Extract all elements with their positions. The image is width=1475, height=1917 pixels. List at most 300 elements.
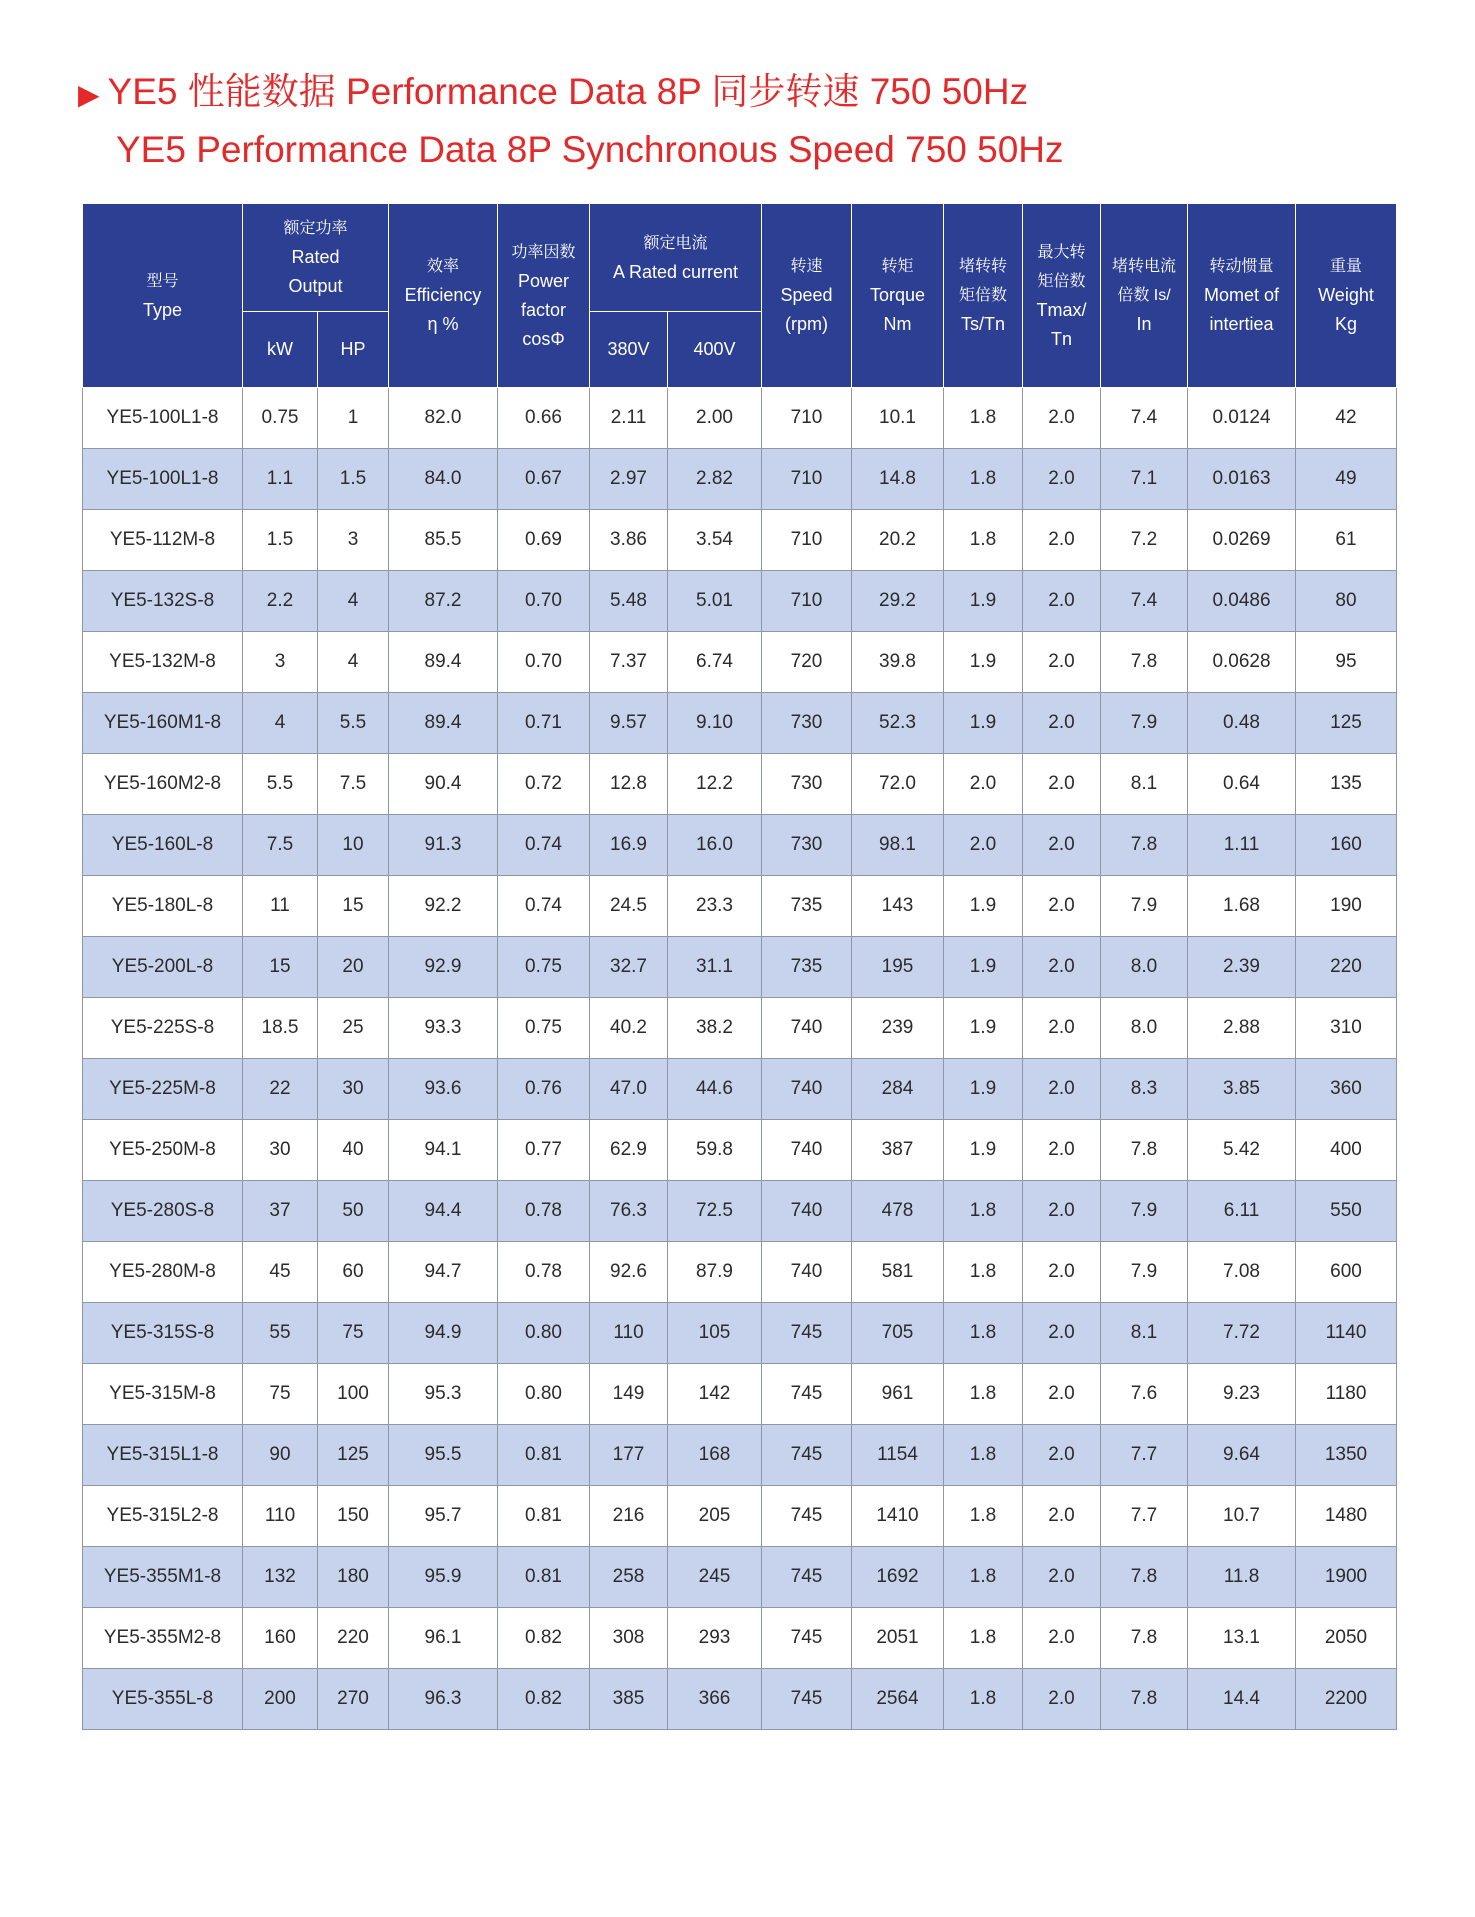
- cell-max-torque: 2.0: [1023, 1364, 1101, 1425]
- cell-inertia: 2.88: [1188, 998, 1296, 1059]
- cell-locked-current: 7.9: [1101, 693, 1188, 754]
- cell-torque: 52.3: [852, 693, 944, 754]
- cell-speed: 745: [762, 1303, 852, 1364]
- header-locked-current-line: 倍数 Is/: [1117, 287, 1171, 304]
- cell-hp: 125: [318, 1425, 389, 1486]
- cell-locked-torque: 1.8: [944, 1547, 1023, 1608]
- header-rated-output-line: Output: [288, 276, 343, 296]
- cell-torque: 1410: [852, 1486, 944, 1547]
- cell-torque: 72.0: [852, 754, 944, 815]
- cell-locked-torque: 1.8: [944, 1608, 1023, 1669]
- cell-torque: 143: [852, 876, 944, 937]
- cell-efficiency: 94.9: [389, 1303, 498, 1364]
- header-max-torque: [1023, 204, 1101, 388]
- cell-locked-torque: 1.9: [944, 693, 1023, 754]
- cell-current-400v: 105: [668, 1303, 762, 1364]
- cell-locked-current: 7.8: [1101, 1608, 1188, 1669]
- cell-max-torque: 2.0: [1023, 1181, 1101, 1242]
- cell-kw: 4: [243, 693, 318, 754]
- header-weight-line: Kg: [1334, 314, 1358, 334]
- cell-max-torque: 2.0: [1023, 937, 1101, 998]
- cell-efficiency: 93.3: [389, 998, 498, 1059]
- cell-locked-current: 7.4: [1101, 571, 1188, 632]
- cell-kw: 7.5: [243, 815, 318, 876]
- header-locked-current: [1101, 204, 1188, 388]
- cell-inertia: 0.64: [1188, 754, 1296, 815]
- cell-hp: 75: [318, 1303, 389, 1364]
- header-power-factor-line: 功率因数: [511, 243, 576, 261]
- cell-power-factor: 0.71: [498, 693, 590, 754]
- cell-inertia: 5.42: [1188, 1120, 1296, 1181]
- cell-current-380v: 92.6: [590, 1242, 668, 1303]
- cell-max-torque: 2.0: [1023, 1059, 1101, 1120]
- cell-torque: 2564: [852, 1669, 944, 1730]
- cell-efficiency: 95.5: [389, 1425, 498, 1486]
- cell-max-torque: 2.0: [1023, 510, 1101, 571]
- cell-current-400v: 3.54: [668, 510, 762, 571]
- cell-current-400v: 245: [668, 1547, 762, 1608]
- header-locked-current-line: In: [1136, 314, 1152, 334]
- cell-efficiency: 96.1: [389, 1608, 498, 1669]
- cell-max-torque: 2.0: [1023, 998, 1101, 1059]
- cell-locked-current: 8.1: [1101, 754, 1188, 815]
- table-row: [83, 1181, 1397, 1242]
- cell-kw: 5.5: [243, 754, 318, 815]
- header-type-line: 型号: [146, 272, 179, 290]
- cell-weight: 80: [1296, 571, 1397, 632]
- cell-hp: 10: [318, 815, 389, 876]
- cell-efficiency: 82.0: [389, 388, 498, 449]
- cell-kw: 1.1: [243, 449, 318, 510]
- cell-max-torque: 2.0: [1023, 876, 1101, 937]
- cell-weight: 1180: [1296, 1364, 1397, 1425]
- cell-weight: 310: [1296, 998, 1397, 1059]
- cell-efficiency: 92.9: [389, 937, 498, 998]
- cell-efficiency: 89.4: [389, 632, 498, 693]
- cell-efficiency: 96.3: [389, 1669, 498, 1730]
- header-inertia: [1188, 204, 1296, 388]
- cell-current-400v: 168: [668, 1425, 762, 1486]
- cell-power-factor: 0.74: [498, 815, 590, 876]
- cell-kw: 3: [243, 632, 318, 693]
- cell-weight: 190: [1296, 876, 1397, 937]
- cell-max-torque: 2.0: [1023, 693, 1101, 754]
- cell-kw: 200: [243, 1669, 318, 1730]
- table-row: [83, 754, 1397, 815]
- cell-max-torque: 2.0: [1023, 754, 1101, 815]
- cell-current-380v: 385: [590, 1669, 668, 1730]
- cell-locked-current: 7.8: [1101, 1547, 1188, 1608]
- cell-inertia: 1.11: [1188, 815, 1296, 876]
- cell-current-380v: 40.2: [590, 998, 668, 1059]
- cell-type: YE5-200L-8: [83, 937, 243, 998]
- cell-speed: 745: [762, 1425, 852, 1486]
- cell-current-380v: 3.86: [590, 510, 668, 571]
- cell-current-400v: 142: [668, 1364, 762, 1425]
- cell-inertia: 14.4: [1188, 1669, 1296, 1730]
- cell-hp: 220: [318, 1608, 389, 1669]
- header-max-torque-line: 矩倍数: [1037, 272, 1086, 290]
- cell-speed: 745: [762, 1364, 852, 1425]
- header-locked-current-line: 堵转电流: [1111, 258, 1176, 275]
- header-efficiency: [389, 204, 498, 388]
- cell-torque: 239: [852, 998, 944, 1059]
- cell-efficiency: 89.4: [389, 693, 498, 754]
- cell-locked-torque: 1.9: [944, 937, 1023, 998]
- table-row: [83, 1059, 1397, 1120]
- cell-weight: 220: [1296, 937, 1397, 998]
- cell-locked-current: 7.4: [1101, 388, 1188, 449]
- cell-speed: 745: [762, 1486, 852, 1547]
- cell-efficiency: 94.1: [389, 1120, 498, 1181]
- cell-torque: 961: [852, 1364, 944, 1425]
- cell-kw: 110: [243, 1486, 318, 1547]
- table-row: [83, 1425, 1397, 1486]
- cell-locked-torque: 1.9: [944, 876, 1023, 937]
- cell-current-380v: 110: [590, 1303, 668, 1364]
- cell-efficiency: 90.4: [389, 754, 498, 815]
- cell-kw: 15: [243, 937, 318, 998]
- cell-weight: 2200: [1296, 1669, 1397, 1730]
- cell-current-400v: 38.2: [668, 998, 762, 1059]
- cell-speed: 740: [762, 1120, 852, 1181]
- cell-type: YE5-225M-8: [83, 1059, 243, 1120]
- cell-speed: 730: [762, 693, 852, 754]
- cell-weight: 49: [1296, 449, 1397, 510]
- header-rated-current-line: 额定电流: [643, 234, 708, 252]
- cell-kw: 160: [243, 1608, 318, 1669]
- title-line-1-text: YE5 性能数据 Performance Data 8P 同步转速 750 50Hz: [107, 71, 1029, 112]
- cell-current-400v: 205: [668, 1486, 762, 1547]
- cell-hp: 1: [318, 388, 389, 449]
- cell-locked-torque: 2.0: [944, 815, 1023, 876]
- cell-hp: 5.5: [318, 693, 389, 754]
- cell-type: YE5-280S-8: [83, 1181, 243, 1242]
- cell-current-380v: 308: [590, 1608, 668, 1669]
- cell-power-factor: 0.74: [498, 876, 590, 937]
- cell-hp: 25: [318, 998, 389, 1059]
- cell-inertia: 0.0163: [1188, 449, 1296, 510]
- cell-power-factor: 0.81: [498, 1425, 590, 1486]
- cell-weight: 61: [1296, 510, 1397, 571]
- cell-current-400v: 6.74: [668, 632, 762, 693]
- cell-power-factor: 0.70: [498, 632, 590, 693]
- header-weight-line: Weight: [1318, 285, 1374, 305]
- header-rated-current-line: A Rated current: [612, 261, 739, 282]
- cell-max-torque: 2.0: [1023, 1120, 1101, 1181]
- header-400v: 400V: [668, 312, 762, 388]
- header-max-torque-line: 最大转: [1037, 243, 1086, 261]
- header-hp: HP: [318, 312, 389, 388]
- cell-hp: 50: [318, 1181, 389, 1242]
- table-row: [83, 1608, 1397, 1669]
- cell-weight: 1900: [1296, 1547, 1397, 1608]
- header-inertia-line: Momet of: [1203, 285, 1280, 305]
- table-row: [83, 1547, 1397, 1608]
- cell-speed: 745: [762, 1547, 852, 1608]
- table-row: [83, 449, 1397, 510]
- table-body: [83, 388, 1397, 1730]
- table-row: [83, 1669, 1397, 1730]
- cell-hp: 180: [318, 1547, 389, 1608]
- cell-kw: 45: [243, 1242, 318, 1303]
- cell-hp: 4: [318, 571, 389, 632]
- cell-max-torque: 2.0: [1023, 449, 1101, 510]
- cell-locked-current: 7.9: [1101, 1181, 1188, 1242]
- header-torque-line: Nm: [883, 314, 912, 334]
- title-line-2: YE5 Performance Data 8P Synchronous Speed 750 50Hz: [116, 129, 1064, 170]
- cell-max-torque: 2.0: [1023, 1242, 1101, 1303]
- cell-locked-current: 7.9: [1101, 876, 1188, 937]
- cell-max-torque: 2.0: [1023, 1425, 1101, 1486]
- cell-locked-torque: 1.8: [944, 510, 1023, 571]
- cell-torque: 478: [852, 1181, 944, 1242]
- header-power-factor-line: factor: [520, 299, 567, 320]
- cell-current-380v: 2.11: [590, 388, 668, 449]
- cell-current-400v: 12.2: [668, 754, 762, 815]
- cell-kw: 22: [243, 1059, 318, 1120]
- cell-power-factor: 0.81: [498, 1486, 590, 1547]
- cell-hp: 1.5: [318, 449, 389, 510]
- header-weight-line: 重量: [1329, 258, 1362, 275]
- cell-hp: 20: [318, 937, 389, 998]
- cell-kw: 132: [243, 1547, 318, 1608]
- cell-speed: 710: [762, 510, 852, 571]
- cell-inertia: 10.7: [1188, 1486, 1296, 1547]
- cell-current-380v: 76.3: [590, 1181, 668, 1242]
- cell-power-factor: 0.82: [498, 1669, 590, 1730]
- cell-kw: 30: [243, 1120, 318, 1181]
- cell-kw: 11: [243, 876, 318, 937]
- cell-speed: 745: [762, 1608, 852, 1669]
- cell-efficiency: 95.3: [389, 1364, 498, 1425]
- cell-efficiency: 94.7: [389, 1242, 498, 1303]
- cell-inertia: 2.39: [1188, 937, 1296, 998]
- cell-weight: 400: [1296, 1120, 1397, 1181]
- cell-inertia: 9.64: [1188, 1425, 1296, 1486]
- cell-type: YE5-355M1-8: [83, 1547, 243, 1608]
- cell-power-factor: 0.82: [498, 1608, 590, 1669]
- cell-weight: 135: [1296, 754, 1397, 815]
- cell-current-400v: 23.3: [668, 876, 762, 937]
- cell-speed: 745: [762, 1669, 852, 1730]
- cell-efficiency: 91.3: [389, 815, 498, 876]
- header-max-torque-line: Tmax/: [1036, 299, 1087, 320]
- cell-current-400v: 87.9: [668, 1242, 762, 1303]
- cell-torque: 10.1: [852, 388, 944, 449]
- cell-max-torque: 2.0: [1023, 388, 1101, 449]
- cell-locked-torque: 1.9: [944, 998, 1023, 1059]
- cell-speed: 710: [762, 388, 852, 449]
- cell-power-factor: 0.80: [498, 1303, 590, 1364]
- header-speed-line: Speed: [780, 285, 833, 305]
- cell-inertia: 0.48: [1188, 693, 1296, 754]
- cell-weight: 160: [1296, 815, 1397, 876]
- header-torque-line: 转矩: [881, 258, 914, 275]
- cell-power-factor: 0.72: [498, 754, 590, 815]
- cell-inertia: 1.68: [1188, 876, 1296, 937]
- table-row: [83, 937, 1397, 998]
- header-speed: [762, 204, 852, 388]
- cell-torque: 98.1: [852, 815, 944, 876]
- header-efficiency-line: 效率: [426, 258, 459, 275]
- header-speed-line: 转速: [790, 258, 823, 275]
- cell-locked-current: 7.9: [1101, 1242, 1188, 1303]
- cell-current-380v: 16.9: [590, 815, 668, 876]
- cell-efficiency: 92.2: [389, 876, 498, 937]
- header-type: [83, 204, 243, 388]
- cell-locked-current: 7.7: [1101, 1425, 1188, 1486]
- table-row: [83, 876, 1397, 937]
- cell-speed: 730: [762, 754, 852, 815]
- table-row: [83, 998, 1397, 1059]
- header-locked-torque: [944, 204, 1023, 388]
- cell-locked-torque: 1.8: [944, 1425, 1023, 1486]
- cell-current-400v: 2.82: [668, 449, 762, 510]
- cell-power-factor: 0.69: [498, 510, 590, 571]
- page-title: [78, 64, 1064, 177]
- cell-kw: 18.5: [243, 998, 318, 1059]
- cell-current-400v: 5.01: [668, 571, 762, 632]
- cell-current-400v: 293: [668, 1608, 762, 1669]
- cell-inertia: 0.0124: [1188, 388, 1296, 449]
- cell-inertia: 0.0628: [1188, 632, 1296, 693]
- table-row: [83, 1364, 1397, 1425]
- cell-type: YE5-132M-8: [83, 632, 243, 693]
- header-locked-torque-line: Ts/Tn: [960, 314, 1005, 334]
- cell-efficiency: 85.5: [389, 510, 498, 571]
- cell-max-torque: 2.0: [1023, 632, 1101, 693]
- cell-type: YE5-160M1-8: [83, 693, 243, 754]
- cell-torque: 705: [852, 1303, 944, 1364]
- cell-speed: 740: [762, 1059, 852, 1120]
- cell-speed: 740: [762, 1181, 852, 1242]
- header-type-line: Type: [142, 299, 183, 320]
- cell-hp: 3: [318, 510, 389, 571]
- header-inertia-line: 转动惯量: [1209, 258, 1274, 275]
- cell-weight: 550: [1296, 1181, 1397, 1242]
- cell-current-380v: 62.9: [590, 1120, 668, 1181]
- header-rated-output-line: 额定功率: [283, 220, 348, 237]
- cell-efficiency: 84.0: [389, 449, 498, 510]
- cell-type: YE5-315L2-8: [83, 1486, 243, 1547]
- cell-power-factor: 0.67: [498, 449, 590, 510]
- cell-power-factor: 0.70: [498, 571, 590, 632]
- cell-inertia: 7.72: [1188, 1303, 1296, 1364]
- cell-locked-current: 7.8: [1101, 815, 1188, 876]
- table-row: [83, 1242, 1397, 1303]
- cell-power-factor: 0.77: [498, 1120, 590, 1181]
- cell-inertia: 13.1: [1188, 1608, 1296, 1669]
- cell-torque: 39.8: [852, 632, 944, 693]
- cell-locked-torque: 1.8: [944, 1303, 1023, 1364]
- cell-type: YE5-100L1-8: [83, 449, 243, 510]
- cell-locked-torque: 1.8: [944, 449, 1023, 510]
- cell-locked-current: 8.0: [1101, 937, 1188, 998]
- cell-speed: 735: [762, 876, 852, 937]
- cell-type: YE5-250M-8: [83, 1120, 243, 1181]
- cell-efficiency: 95.7: [389, 1486, 498, 1547]
- cell-weight: 1140: [1296, 1303, 1397, 1364]
- cell-current-380v: 177: [590, 1425, 668, 1486]
- cell-torque: 20.2: [852, 510, 944, 571]
- cell-current-380v: 24.5: [590, 876, 668, 937]
- cell-current-380v: 2.97: [590, 449, 668, 510]
- cell-locked-torque: 1.8: [944, 1181, 1023, 1242]
- cell-weight: 95: [1296, 632, 1397, 693]
- cell-type: YE5-315L1-8: [83, 1425, 243, 1486]
- cell-locked-torque: 1.8: [944, 388, 1023, 449]
- cell-type: YE5-132S-8: [83, 571, 243, 632]
- cell-weight: 2050: [1296, 1608, 1397, 1669]
- cell-locked-torque: 1.8: [944, 1669, 1023, 1730]
- cell-locked-torque: 1.9: [944, 1120, 1023, 1181]
- cell-inertia: 3.85: [1188, 1059, 1296, 1120]
- cell-current-380v: 216: [590, 1486, 668, 1547]
- cell-type: YE5-160L-8: [83, 815, 243, 876]
- cell-max-torque: 2.0: [1023, 1486, 1101, 1547]
- cell-inertia: 6.11: [1188, 1181, 1296, 1242]
- cell-weight: 360: [1296, 1059, 1397, 1120]
- cell-torque: 1154: [852, 1425, 944, 1486]
- table-row: [83, 388, 1397, 449]
- cell-power-factor: 0.81: [498, 1547, 590, 1608]
- header-power-factor: [498, 204, 590, 388]
- cell-current-400v: 31.1: [668, 937, 762, 998]
- cell-inertia: 7.08: [1188, 1242, 1296, 1303]
- cell-current-380v: 149: [590, 1364, 668, 1425]
- cell-hp: 100: [318, 1364, 389, 1425]
- cell-hp: 150: [318, 1486, 389, 1547]
- header-max-torque-line: Tn: [1050, 328, 1072, 349]
- cell-torque: 387: [852, 1120, 944, 1181]
- cell-locked-torque: 1.9: [944, 632, 1023, 693]
- cell-current-400v: 59.8: [668, 1120, 762, 1181]
- cell-type: YE5-225S-8: [83, 998, 243, 1059]
- cell-current-380v: 258: [590, 1547, 668, 1608]
- cell-locked-current: 7.7: [1101, 1486, 1188, 1547]
- cell-kw: 90: [243, 1425, 318, 1486]
- cell-max-torque: 2.0: [1023, 1303, 1101, 1364]
- cell-kw: 37: [243, 1181, 318, 1242]
- cell-kw: 2.2: [243, 571, 318, 632]
- cell-inertia: 11.8: [1188, 1547, 1296, 1608]
- header-torque-line: Torque: [869, 285, 926, 305]
- cell-current-400v: 2.00: [668, 388, 762, 449]
- cell-max-torque: 2.0: [1023, 1669, 1101, 1730]
- cell-efficiency: 87.2: [389, 571, 498, 632]
- cell-weight: 125: [1296, 693, 1397, 754]
- cell-hp: 40: [318, 1120, 389, 1181]
- cell-current-380v: 7.37: [590, 632, 668, 693]
- cell-power-factor: 0.78: [498, 1242, 590, 1303]
- cell-max-torque: 2.0: [1023, 1608, 1101, 1669]
- cell-power-factor: 0.76: [498, 1059, 590, 1120]
- cell-current-400v: 366: [668, 1669, 762, 1730]
- cell-locked-current: 8.1: [1101, 1303, 1188, 1364]
- cell-torque: 14.8: [852, 449, 944, 510]
- cell-type: YE5-160M2-8: [83, 754, 243, 815]
- table-row: [83, 1303, 1397, 1364]
- table-row: [83, 693, 1397, 754]
- cell-hp: 30: [318, 1059, 389, 1120]
- cell-current-380v: 5.48: [590, 571, 668, 632]
- header-rated-output-line: Rated: [291, 247, 340, 267]
- header-power-factor-line: cosΦ: [522, 328, 565, 349]
- cell-type: YE5-355L-8: [83, 1669, 243, 1730]
- cell-torque: 29.2: [852, 571, 944, 632]
- cell-locked-torque: 1.8: [944, 1242, 1023, 1303]
